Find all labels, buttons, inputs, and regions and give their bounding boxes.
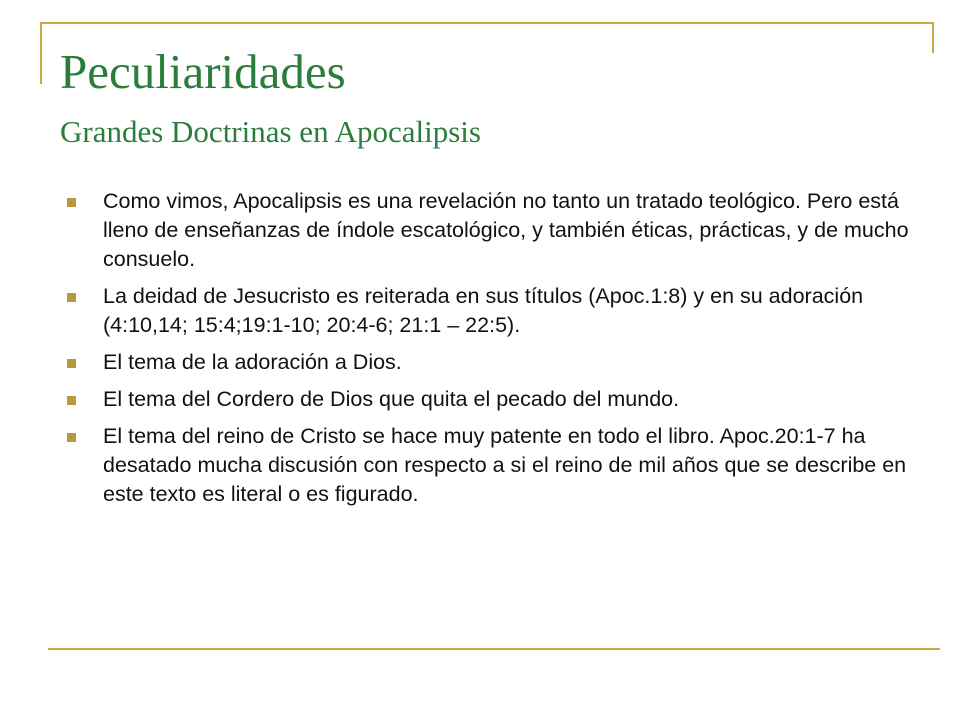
bullet-item	[62, 385, 928, 414]
square-bullet-icon	[67, 293, 76, 302]
slide-subtitle: Grandes Doctrinas en Apocalipsis	[60, 114, 481, 149]
bullet-item	[62, 282, 928, 340]
bottom-rule	[48, 648, 940, 650]
bullet-item	[62, 187, 928, 274]
bullet-list	[62, 187, 928, 517]
square-bullet-icon	[67, 359, 76, 368]
square-bullet-icon	[67, 198, 76, 207]
bullet-item	[62, 348, 928, 377]
right-rule	[932, 22, 934, 53]
slide-title: Peculiaridades	[60, 44, 346, 99]
top-rule	[40, 22, 934, 24]
bullet-item	[62, 422, 928, 509]
bullet-text: La deidad de Jesucristo es reiterada en sus títulos (Apoc.1:8) y en su adoración (4:10,14; 15:4;19:1-10; 20:4-6; 21:1 – 22:5).	[103, 284, 864, 337]
bullet-text: Como vimos, Apocalipsis es una revelación no tanto un tratado teológico. Pero está lleno de enseñanzas de índole escatológico, y también éticas, prácticas, y de mucho consuelo.	[103, 189, 909, 271]
square-bullet-icon	[67, 433, 76, 442]
square-bullet-icon	[67, 396, 76, 405]
bullet-text: El tema del reino de Cristo se hace muy patente en todo el libro. Apoc.20:1-7 ha desatado mucha discusión con respecto a si el reino de mil años que se describe en este texto es literal o es figurado.	[103, 424, 907, 506]
left-rule	[40, 22, 42, 84]
bullet-text: El tema del Cordero de Dios que quita el pecado del mundo.	[103, 387, 680, 411]
bullet-text: El tema de la adoración a Dios.	[103, 350, 402, 374]
